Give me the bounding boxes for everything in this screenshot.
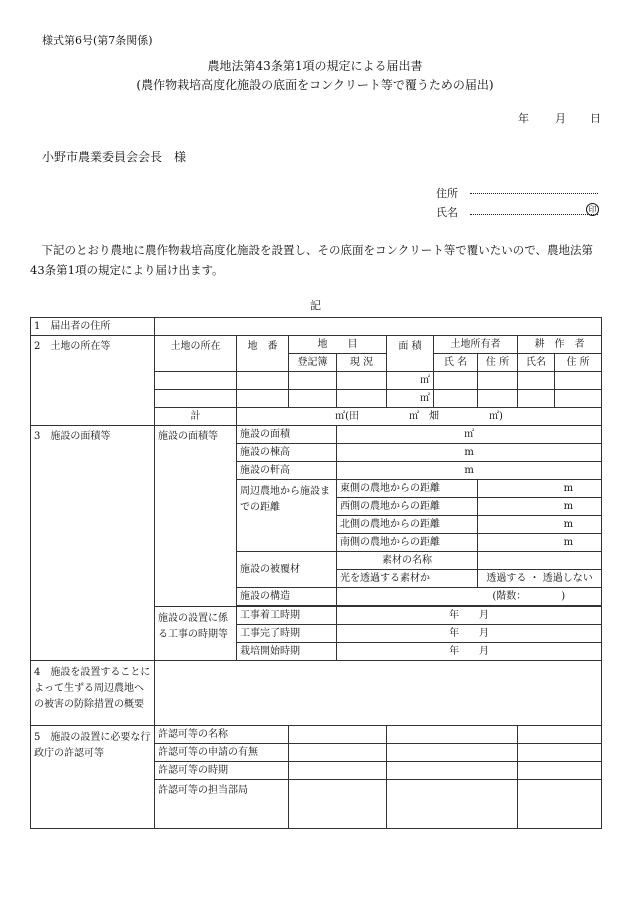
land-registry-cell[interactable] [289, 390, 337, 408]
covering-label: 施設の被覆材 [237, 552, 337, 588]
dist-south-cell[interactable]: m [478, 534, 602, 552]
section5-label: 5 施設の設置に必要な行政庁の許認可等 [31, 726, 155, 829]
notification-table [30, 317, 602, 829]
header-current: 現 況 [337, 354, 387, 372]
section1-label: 1 届出者の住所 [31, 318, 155, 336]
land-area-cell[interactable] [387, 390, 434, 408]
name-label: 氏名 [436, 206, 458, 219]
dist-north-cell[interactable]: m [478, 516, 602, 534]
land-location-cell[interactable] [155, 372, 237, 390]
date-month-label: 月 [555, 112, 566, 125]
ki-heading: 記 [310, 299, 321, 312]
works-group-label: 施設の設置に係る工事の時期等 [155, 607, 237, 661]
address-field[interactable] [470, 193, 598, 194]
dist-east-cell[interactable]: m [478, 480, 602, 498]
structure-label: 施設の構造 [237, 588, 337, 606]
cultivation-start-cell[interactable]: 年 月 [337, 643, 602, 661]
header-chimoku: 地 目 [289, 336, 387, 354]
header-cultivator: 耕 作 者 [518, 336, 602, 354]
section4-label: 4 施設を設置することによって生ずる周辺農地への被害の防除措置の概要 [31, 661, 155, 726]
document-subtitle: (農作物栽培高度化施設の底面をコンクリート等で覆うための届出) [136, 78, 494, 92]
eave-height-cell[interactable]: m [337, 462, 602, 480]
work-end-label: 工事完了時期 [237, 625, 337, 643]
cultivation-start-label: 栽培開始時期 [237, 643, 337, 661]
transmit-choice[interactable]: 透過する ・ 透過しない [478, 570, 602, 588]
land-owner-address-cell[interactable] [478, 390, 518, 408]
permit-dept-cell-1[interactable] [289, 780, 387, 829]
material-name-cell[interactable] [478, 552, 602, 570]
dist-south-label: 南側の農地からの距離 [337, 534, 478, 552]
facility-area-cell[interactable]: ㎡ [337, 426, 602, 444]
header-menseki: 面 積 [387, 336, 434, 372]
permit-name-cell-1[interactable] [289, 726, 387, 744]
work-start-cell[interactable]: 年 月 [337, 607, 602, 625]
permit-applied-cell-1[interactable] [289, 744, 387, 762]
ridge-height-cell[interactable]: m [337, 444, 602, 462]
addressee: 小野市農業委員会会長 様 [42, 150, 187, 164]
permit-applied-cell-2[interactable] [387, 744, 518, 762]
header-chiban: 地 番 [237, 336, 289, 372]
land-owner-address-cell[interactable] [478, 372, 518, 390]
permit-name-cell-3[interactable] [518, 726, 602, 744]
header-location: 土地の所在 [155, 336, 237, 372]
material-name-label: 素材の名称 [337, 552, 478, 570]
light-material-label: 光を透過する素材か [337, 570, 478, 588]
header-owner-address: 住 所 [478, 354, 518, 372]
header-cultivator-address: 住 所 [555, 354, 602, 372]
date-year-label: 年 [518, 112, 529, 125]
dist-east-label: 東側の農地からの距離 [337, 480, 478, 498]
dist-west-cell[interactable]: m [478, 498, 602, 516]
land-area-cell[interactable] [387, 372, 434, 390]
form-number: 様式第6号(第7条関係) [42, 34, 153, 47]
permit-time-cell-3[interactable] [518, 762, 602, 780]
permit-applied-label: 許認可等の申請の有無 [155, 744, 289, 762]
unit-m2: ㎡ [420, 393, 430, 404]
address-label: 住所 [436, 187, 458, 200]
land-cultivator-address-cell[interactable] [555, 390, 602, 408]
permit-dept-cell-2[interactable] [387, 780, 518, 829]
work-start-label: 工事着工時期 [237, 607, 337, 625]
facility-area-group-label: 施設の面積等 [155, 426, 237, 607]
document-title: 農地法第43条第1項の規定による届出書 [207, 59, 423, 73]
seal-mark: 印 [586, 203, 599, 216]
dist-north-label: 北側の農地からの距離 [337, 516, 478, 534]
dist-west-label: 西側の農地からの距離 [337, 498, 478, 516]
land-current-cell[interactable] [337, 372, 387, 390]
permit-name-label: 許認可等の名称 [155, 726, 289, 744]
land-registry-cell[interactable] [289, 372, 337, 390]
land-cultivator-address-cell[interactable] [555, 372, 602, 390]
date-day-label: 日 [590, 112, 601, 125]
header-owner-name: 氏 名 [434, 354, 478, 372]
land-cultivator-name-cell[interactable] [518, 372, 555, 390]
applicant-address-cell[interactable] [155, 318, 602, 336]
structure-cell[interactable]: (階数： ) [337, 588, 602, 606]
permit-time-cell-2[interactable] [387, 762, 518, 780]
total-label: 計 [155, 408, 237, 426]
permit-time-label: 許認可等の時期 [155, 762, 289, 780]
land-chiban-cell[interactable] [237, 390, 289, 408]
damage-prevention-cell[interactable] [155, 661, 602, 726]
distance-group-label: 周辺農地から施設までの距離 [237, 480, 337, 552]
land-owner-name-cell[interactable] [434, 372, 478, 390]
permit-dept-cell-3[interactable] [518, 780, 602, 829]
header-registry: 登記簿 [289, 354, 337, 372]
total-area-cell[interactable]: ㎡(田 ㎡ 畑 ㎡) [237, 408, 602, 426]
eave-height-label: 施設の軒高 [237, 462, 337, 480]
land-cultivator-name-cell[interactable] [518, 390, 555, 408]
land-chiban-cell[interactable] [237, 372, 289, 390]
land-location-cell[interactable] [155, 390, 237, 408]
land-owner-name-cell[interactable] [434, 390, 478, 408]
facility-area-label: 施設の面積 [237, 426, 337, 444]
permit-applied-cell-3[interactable] [518, 744, 602, 762]
permit-time-cell-1[interactable] [289, 762, 387, 780]
permit-dept-label: 許認可等の担当部局 [155, 780, 289, 829]
permit-name-cell-2[interactable] [387, 726, 518, 744]
name-field[interactable] [470, 214, 598, 215]
header-cultivator-name: 氏名 [518, 354, 555, 372]
unit-m2: ㎡ [420, 375, 430, 386]
section3-label: 3 施設の面積等 [31, 426, 155, 661]
intro-paragraph: 下記のとおり農地に農作物栽培高度化施設を設置し、その底面をコンクリート等で覆いたいので、農地法第43条第1項の規定により届け出ます。 [30, 243, 594, 277]
ridge-height-label: 施設の棟高 [237, 444, 337, 462]
land-current-cell[interactable] [337, 390, 387, 408]
header-owner: 土地所有者 [434, 336, 518, 354]
section2-label: 2 土地の所在等 [31, 336, 155, 426]
work-end-cell[interactable]: 年 月 [337, 625, 602, 643]
